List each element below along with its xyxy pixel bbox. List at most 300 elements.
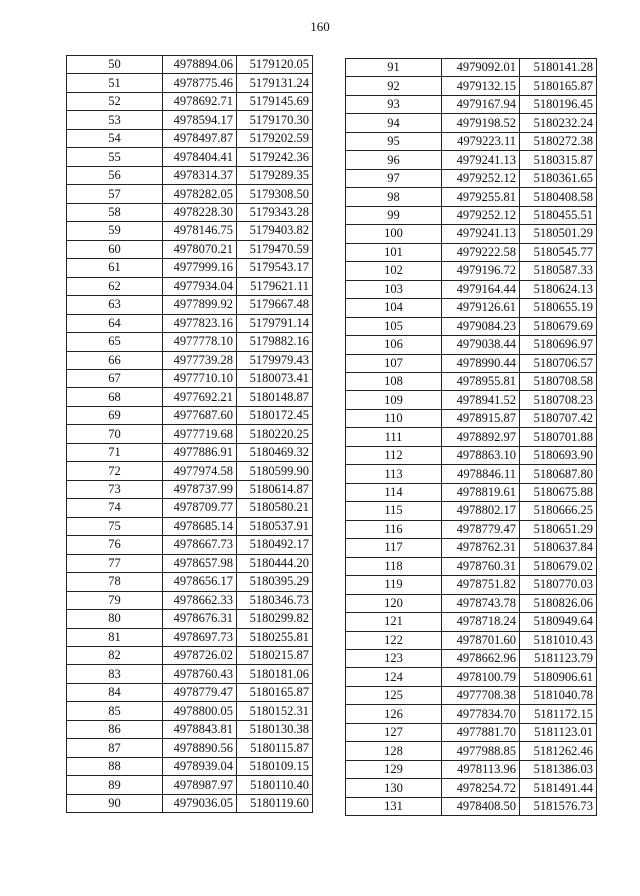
table-row	[67, 462, 313, 480]
y-coordinate-cell: 5180708.23	[520, 391, 597, 409]
table-row	[67, 628, 313, 646]
point-number-cell: 121	[346, 613, 442, 631]
y-coordinate-cell: 5180492.17	[237, 536, 313, 554]
y-coordinate-cell: 5179543.17	[237, 259, 313, 277]
point-number-cell: 126	[346, 705, 442, 723]
x-coordinate-cell: 4977687.60	[163, 406, 237, 424]
table-row	[67, 720, 313, 738]
x-coordinate-cell: 4978779.47	[163, 683, 237, 701]
y-coordinate-cell: 5180826.06	[520, 594, 597, 612]
table-row	[346, 760, 597, 778]
table-row	[346, 95, 597, 113]
point-number-cell: 59	[67, 222, 163, 240]
y-coordinate-cell: 5180272.38	[520, 132, 597, 150]
point-number-cell: 118	[346, 557, 442, 575]
y-coordinate-cell: 5180172.45	[237, 406, 313, 424]
table-row	[346, 262, 597, 280]
x-coordinate-cell: 4978939.04	[163, 757, 237, 775]
x-coordinate-cell: 4977974.58	[163, 462, 237, 480]
table-row	[67, 776, 313, 794]
y-coordinate-cell: 5180181.06	[237, 665, 313, 683]
y-coordinate-cell: 5179202.59	[237, 129, 313, 147]
point-number-cell: 90	[67, 794, 163, 812]
x-coordinate-cell: 4978762.31	[442, 539, 520, 557]
point-number-cell: 119	[346, 576, 442, 594]
x-coordinate-cell: 4978743.78	[442, 594, 520, 612]
y-coordinate-cell: 5179343.28	[237, 203, 313, 221]
x-coordinate-cell: 4979241.13	[442, 225, 520, 243]
x-coordinate-cell: 4978685.14	[163, 517, 237, 535]
x-coordinate-cell: 4977708.38	[442, 686, 520, 704]
x-coordinate-cell: 4978737.99	[163, 480, 237, 498]
point-number-cell: 128	[346, 742, 442, 760]
y-coordinate-cell: 5180469.32	[237, 443, 313, 461]
x-coordinate-cell: 4979222.58	[442, 243, 520, 261]
table-body-left	[67, 56, 313, 813]
x-coordinate-cell: 4978941.52	[442, 391, 520, 409]
point-number-cell: 66	[67, 351, 163, 369]
y-coordinate-cell: 5180537.91	[237, 517, 313, 535]
point-number-cell: 64	[67, 314, 163, 332]
table-row	[67, 388, 313, 406]
point-number-cell: 86	[67, 720, 163, 738]
y-coordinate-cell: 5180215.87	[237, 647, 313, 665]
table-row	[67, 683, 313, 701]
x-coordinate-cell: 4977934.04	[163, 277, 237, 295]
y-coordinate-cell: 5180637.84	[520, 539, 597, 557]
table-row	[67, 314, 313, 332]
point-number-cell: 104	[346, 299, 442, 317]
x-coordinate-cell: 4978404.41	[163, 148, 237, 166]
table-row	[67, 222, 313, 240]
y-coordinate-cell: 5181576.73	[520, 797, 597, 815]
point-number-cell: 91	[346, 59, 442, 77]
x-coordinate-cell: 4978718.24	[442, 613, 520, 631]
y-coordinate-cell: 5180315.87	[520, 151, 597, 169]
point-number-cell: 55	[67, 148, 163, 166]
y-coordinate-cell: 5180444.20	[237, 554, 313, 572]
x-coordinate-cell: 4978497.87	[163, 129, 237, 147]
point-number-cell: 103	[346, 280, 442, 298]
table-row	[346, 354, 597, 372]
x-coordinate-cell: 4978726.02	[163, 647, 237, 665]
table-row	[346, 594, 597, 612]
y-coordinate-cell: 5179791.14	[237, 314, 313, 332]
x-coordinate-cell: 4978657.98	[163, 554, 237, 572]
point-number-cell: 65	[67, 333, 163, 351]
table-body-right	[346, 59, 597, 816]
x-coordinate-cell: 4979252.12	[442, 206, 520, 224]
point-number-cell: 101	[346, 243, 442, 261]
table-row	[67, 148, 313, 166]
x-coordinate-cell: 4979167.94	[442, 95, 520, 113]
table-row	[67, 203, 313, 221]
table-row	[346, 705, 597, 723]
point-number-cell: 110	[346, 409, 442, 427]
point-number-cell: 72	[67, 462, 163, 480]
y-coordinate-cell: 5179979.43	[237, 351, 313, 369]
table-row	[67, 259, 313, 277]
point-number-cell: 94	[346, 114, 442, 132]
y-coordinate-cell: 5180165.87	[520, 77, 597, 95]
x-coordinate-cell: 4978987.97	[163, 776, 237, 794]
x-coordinate-cell: 4978779.47	[442, 520, 520, 538]
table-row	[346, 502, 597, 520]
y-coordinate-cell: 5180395.29	[237, 573, 313, 591]
table-row	[67, 480, 313, 498]
point-number-cell: 96	[346, 151, 442, 169]
point-number-cell: 54	[67, 129, 163, 147]
y-coordinate-cell: 5179131.24	[237, 74, 313, 92]
point-number-cell: 122	[346, 631, 442, 649]
table-row	[346, 114, 597, 132]
y-coordinate-cell: 5180614.87	[237, 480, 313, 498]
x-coordinate-cell: 4978282.05	[163, 185, 237, 203]
point-number-cell: 82	[67, 647, 163, 665]
y-coordinate-cell: 5181010.43	[520, 631, 597, 649]
x-coordinate-cell: 4978863.10	[442, 446, 520, 464]
table-row	[67, 517, 313, 535]
x-coordinate-cell: 4978955.81	[442, 372, 520, 390]
x-coordinate-cell: 4977710.10	[163, 369, 237, 387]
point-number-cell: 52	[67, 92, 163, 110]
point-number-cell: 92	[346, 77, 442, 95]
y-coordinate-cell: 5180455.51	[520, 206, 597, 224]
x-coordinate-cell: 4977881.70	[442, 723, 520, 741]
point-number-cell: 69	[67, 406, 163, 424]
y-coordinate-cell: 5179120.05	[237, 56, 313, 74]
point-number-cell: 63	[67, 296, 163, 314]
y-coordinate-cell: 5180408.58	[520, 188, 597, 206]
y-coordinate-cell: 5180587.33	[520, 262, 597, 280]
y-coordinate-cell: 5181123.79	[520, 650, 597, 668]
table-row	[67, 111, 313, 129]
coordinate-table-right	[345, 58, 597, 816]
y-coordinate-cell: 5180693.90	[520, 446, 597, 464]
y-coordinate-cell: 5181172.15	[520, 705, 597, 723]
point-number-cell: 97	[346, 169, 442, 187]
table-row	[67, 665, 313, 683]
y-coordinate-cell: 5180545.77	[520, 243, 597, 261]
table-row	[67, 702, 313, 720]
x-coordinate-cell: 4977719.68	[163, 425, 237, 443]
x-coordinate-cell: 4979241.13	[442, 151, 520, 169]
x-coordinate-cell: 4978100.79	[442, 668, 520, 686]
x-coordinate-cell: 4978692.71	[163, 92, 237, 110]
y-coordinate-cell: 5180655.19	[520, 299, 597, 317]
table-row	[346, 409, 597, 427]
x-coordinate-cell: 4978915.87	[442, 409, 520, 427]
y-coordinate-cell: 5180501.29	[520, 225, 597, 243]
table-row	[346, 299, 597, 317]
table-row	[346, 520, 597, 538]
point-number-cell: 109	[346, 391, 442, 409]
table-row	[346, 391, 597, 409]
table-row	[346, 742, 597, 760]
point-number-cell: 93	[346, 95, 442, 113]
point-number-cell: 89	[67, 776, 163, 794]
x-coordinate-cell: 4979038.44	[442, 336, 520, 354]
x-coordinate-cell: 4978228.30	[163, 203, 237, 221]
x-coordinate-cell: 4979092.01	[442, 59, 520, 77]
point-number-cell: 53	[67, 111, 163, 129]
point-number-cell: 83	[67, 665, 163, 683]
y-coordinate-cell: 5180687.80	[520, 465, 597, 483]
point-number-cell: 120	[346, 594, 442, 612]
x-coordinate-cell: 4978760.31	[442, 557, 520, 575]
x-coordinate-cell: 4978662.96	[442, 650, 520, 668]
table-row	[67, 92, 313, 110]
table-row	[67, 166, 313, 184]
coordinate-table-left	[66, 55, 313, 813]
x-coordinate-cell: 4979164.44	[442, 280, 520, 298]
point-number-cell: 99	[346, 206, 442, 224]
y-coordinate-cell: 5180666.25	[520, 502, 597, 520]
point-number-cell: 57	[67, 185, 163, 203]
table-row	[346, 188, 597, 206]
x-coordinate-cell: 4978146.75	[163, 222, 237, 240]
point-number-cell: 127	[346, 723, 442, 741]
table-row	[346, 372, 597, 390]
table-row	[346, 779, 597, 797]
x-coordinate-cell: 4978594.17	[163, 111, 237, 129]
y-coordinate-cell: 5180109.15	[237, 757, 313, 775]
y-coordinate-cell: 5180675.88	[520, 483, 597, 501]
y-coordinate-cell: 5180148.87	[237, 388, 313, 406]
table-row	[67, 610, 313, 628]
table-row	[346, 132, 597, 150]
point-number-cell: 74	[67, 499, 163, 517]
x-coordinate-cell: 4978751.82	[442, 576, 520, 594]
x-coordinate-cell: 4978697.73	[163, 628, 237, 646]
x-coordinate-cell: 4978843.81	[163, 720, 237, 738]
point-number-cell: 61	[67, 259, 163, 277]
y-coordinate-cell: 5180196.45	[520, 95, 597, 113]
y-coordinate-cell: 5180679.02	[520, 557, 597, 575]
point-number-cell: 100	[346, 225, 442, 243]
table-row	[346, 151, 597, 169]
table-row	[346, 428, 597, 446]
table-row	[346, 613, 597, 631]
point-number-cell: 108	[346, 372, 442, 390]
x-coordinate-cell: 4978662.33	[163, 591, 237, 609]
table-row	[67, 794, 313, 812]
point-number-cell: 58	[67, 203, 163, 221]
x-coordinate-cell: 4977823.16	[163, 314, 237, 332]
x-coordinate-cell: 4977834.70	[442, 705, 520, 723]
x-coordinate-cell: 4978892.97	[442, 428, 520, 446]
y-coordinate-cell: 5180679.69	[520, 317, 597, 335]
point-number-cell: 78	[67, 573, 163, 591]
table-row	[67, 185, 313, 203]
table-row	[346, 797, 597, 815]
table-row	[346, 539, 597, 557]
x-coordinate-cell: 4977899.92	[163, 296, 237, 314]
x-coordinate-cell: 4978113.96	[442, 760, 520, 778]
y-coordinate-cell: 5179403.82	[237, 222, 313, 240]
y-coordinate-cell: 5181123.01	[520, 723, 597, 741]
y-coordinate-cell: 5180361.65	[520, 169, 597, 187]
table-row	[67, 240, 313, 258]
table-row	[346, 483, 597, 501]
table-row	[67, 647, 313, 665]
table-row	[67, 536, 313, 554]
point-number-cell: 112	[346, 446, 442, 464]
y-coordinate-cell: 5181040.78	[520, 686, 597, 704]
y-coordinate-cell: 5180165.87	[237, 683, 313, 701]
y-coordinate-cell: 5179242.36	[237, 148, 313, 166]
y-coordinate-cell: 5180706.57	[520, 354, 597, 372]
table-row	[67, 573, 313, 591]
table-row	[67, 277, 313, 295]
point-number-cell: 76	[67, 536, 163, 554]
point-number-cell: 73	[67, 480, 163, 498]
table-row	[346, 576, 597, 594]
x-coordinate-cell: 4978408.50	[442, 797, 520, 815]
table-row	[67, 74, 313, 92]
point-number-cell: 70	[67, 425, 163, 443]
point-number-cell: 60	[67, 240, 163, 258]
x-coordinate-cell: 4978676.31	[163, 610, 237, 628]
table-row	[346, 668, 597, 686]
point-number-cell: 85	[67, 702, 163, 720]
y-coordinate-cell: 5180770.03	[520, 576, 597, 594]
x-coordinate-cell: 4979198.52	[442, 114, 520, 132]
x-coordinate-cell: 4978667.73	[163, 536, 237, 554]
y-coordinate-cell: 5180599.90	[237, 462, 313, 480]
point-number-cell: 75	[67, 517, 163, 535]
table-row	[346, 225, 597, 243]
x-coordinate-cell: 4978802.17	[442, 502, 520, 520]
x-coordinate-cell: 4978070.21	[163, 240, 237, 258]
table-row	[67, 757, 313, 775]
point-number-cell: 98	[346, 188, 442, 206]
point-number-cell: 107	[346, 354, 442, 372]
y-coordinate-cell: 5180707.42	[520, 409, 597, 427]
point-number-cell: 130	[346, 779, 442, 797]
table-row	[346, 169, 597, 187]
point-number-cell: 67	[67, 369, 163, 387]
x-coordinate-cell: 4978254.72	[442, 779, 520, 797]
table-row	[67, 406, 313, 424]
point-number-cell: 87	[67, 739, 163, 757]
y-coordinate-cell: 5179667.48	[237, 296, 313, 314]
table-row	[67, 129, 313, 147]
table-row	[67, 296, 313, 314]
y-coordinate-cell: 5179621.11	[237, 277, 313, 295]
x-coordinate-cell: 4979252.12	[442, 169, 520, 187]
table-row	[346, 650, 597, 668]
table-row	[346, 336, 597, 354]
table-row	[67, 56, 313, 74]
y-coordinate-cell: 5180232.24	[520, 114, 597, 132]
table-row	[346, 77, 597, 95]
y-coordinate-cell: 5180346.73	[237, 591, 313, 609]
point-number-cell: 77	[67, 554, 163, 572]
y-coordinate-cell: 5180119.60	[237, 794, 313, 812]
x-coordinate-cell: 4979223.11	[442, 132, 520, 150]
point-number-cell: 117	[346, 539, 442, 557]
table-row	[346, 446, 597, 464]
x-coordinate-cell: 4978760.43	[163, 665, 237, 683]
point-number-cell: 71	[67, 443, 163, 461]
y-coordinate-cell: 5180299.82	[237, 610, 313, 628]
table-row	[67, 739, 313, 757]
x-coordinate-cell: 4979084.23	[442, 317, 520, 335]
y-coordinate-cell: 5181262.46	[520, 742, 597, 760]
x-coordinate-cell: 4978894.06	[163, 56, 237, 74]
y-coordinate-cell: 5179170.30	[237, 111, 313, 129]
table-row	[346, 206, 597, 224]
point-number-cell: 124	[346, 668, 442, 686]
table-row	[346, 465, 597, 483]
table-row	[346, 59, 597, 77]
x-coordinate-cell: 4978890.56	[163, 739, 237, 757]
point-number-cell: 79	[67, 591, 163, 609]
point-number-cell: 62	[67, 277, 163, 295]
table-row	[346, 243, 597, 261]
y-coordinate-cell: 5181386.03	[520, 760, 597, 778]
y-coordinate-cell: 5180110.40	[237, 776, 313, 794]
x-coordinate-cell: 4978775.46	[163, 74, 237, 92]
x-coordinate-cell: 4978990.44	[442, 354, 520, 372]
point-number-cell: 115	[346, 502, 442, 520]
point-number-cell: 88	[67, 757, 163, 775]
point-number-cell: 51	[67, 74, 163, 92]
x-coordinate-cell: 4977778.10	[163, 333, 237, 351]
y-coordinate-cell: 5181491.44	[520, 779, 597, 797]
point-number-cell: 116	[346, 520, 442, 538]
x-coordinate-cell: 4978709.77	[163, 499, 237, 517]
y-coordinate-cell: 5179308.50	[237, 185, 313, 203]
x-coordinate-cell: 4978846.11	[442, 465, 520, 483]
page-number: 160	[310, 19, 330, 34]
y-coordinate-cell: 5179882.16	[237, 333, 313, 351]
point-number-cell: 113	[346, 465, 442, 483]
table-row	[67, 333, 313, 351]
point-number-cell: 81	[67, 628, 163, 646]
point-number-cell: 102	[346, 262, 442, 280]
y-coordinate-cell: 5180949.64	[520, 613, 597, 631]
x-coordinate-cell: 4977988.85	[442, 742, 520, 760]
x-coordinate-cell: 4977692.21	[163, 388, 237, 406]
table-row	[67, 591, 313, 609]
table-row	[67, 554, 313, 572]
point-number-cell: 68	[67, 388, 163, 406]
y-coordinate-cell: 5180580.21	[237, 499, 313, 517]
point-number-cell: 111	[346, 428, 442, 446]
table-row	[346, 557, 597, 575]
point-number-cell: 105	[346, 317, 442, 335]
table-row	[346, 686, 597, 704]
x-coordinate-cell: 4978701.60	[442, 631, 520, 649]
x-coordinate-cell: 4978656.17	[163, 573, 237, 591]
y-coordinate-cell: 5180696.97	[520, 336, 597, 354]
point-number-cell: 131	[346, 797, 442, 815]
point-number-cell: 129	[346, 760, 442, 778]
x-coordinate-cell: 4979126.61	[442, 299, 520, 317]
y-coordinate-cell: 5179470.59	[237, 240, 313, 258]
x-coordinate-cell: 4978819.61	[442, 483, 520, 501]
point-number-cell: 56	[67, 166, 163, 184]
point-number-cell: 125	[346, 686, 442, 704]
x-coordinate-cell: 4978800.05	[163, 702, 237, 720]
y-coordinate-cell: 5180115.87	[237, 739, 313, 757]
table-row	[67, 443, 313, 461]
x-coordinate-cell: 4979036.05	[163, 794, 237, 812]
y-coordinate-cell: 5180141.28	[520, 59, 597, 77]
x-coordinate-cell: 4979196.72	[442, 262, 520, 280]
